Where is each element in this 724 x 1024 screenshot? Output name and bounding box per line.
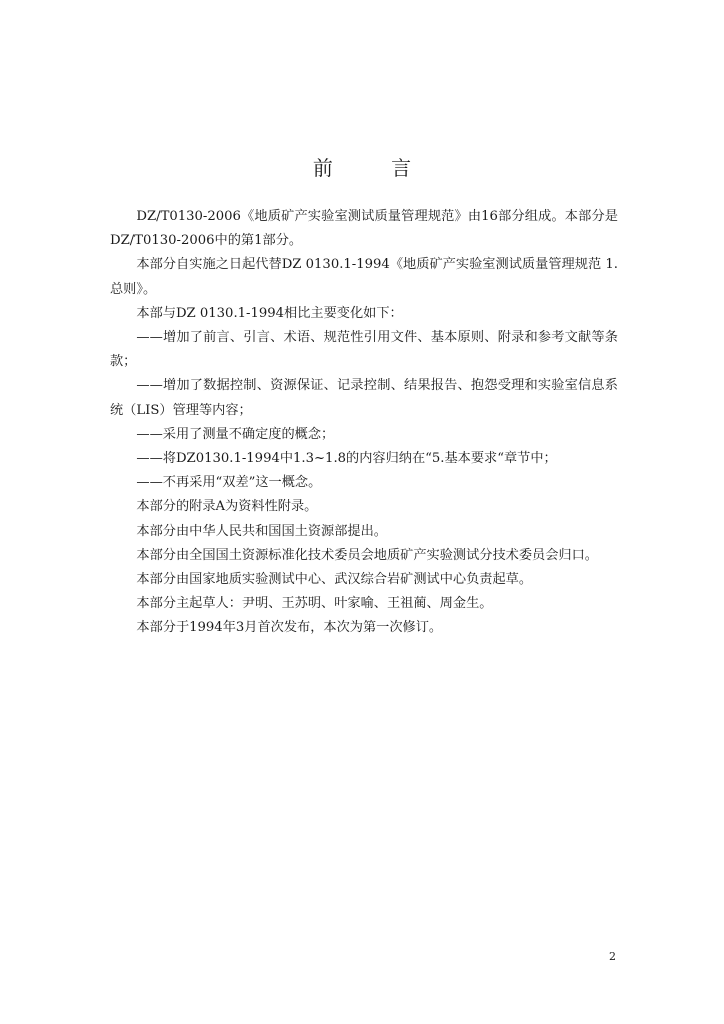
- change-item-merge: ——将DZ0130.1-1994中1.3~1.8的内容归纳在“5.基本要求“章节中；: [136, 451, 557, 467]
- paragraph-proposed-by: 本部分由中华人民共和国国土资源部提出。: [136, 523, 387, 539]
- page-title: 前 言: [312, 156, 438, 180]
- change-item-uncertainty: ——采用了测量不确定度的概念；: [136, 426, 335, 442]
- page-number: 2: [609, 950, 616, 963]
- paragraph-drafters: 本部分主起草人：尹明、王苏明、叶家喻、王祖蔺、周金生。: [136, 596, 493, 612]
- paragraph-centralized-by: 本部分由全国国土资源标准化技术委员会地质矿产实验测试分技术委员会归口。: [136, 547, 598, 563]
- paragraph-replaces: 本部分自实施之日起代替DZ 0130.1-1994《地质矿产实验室测试质量管理规范 1.总则》。: [110, 257, 618, 297]
- paragraph-changes-intro: 本部与DZ 0130.1-1994相比主要变化如下：: [136, 305, 403, 321]
- paragraph-history: 本部分于1994年3月首次发布，本次为第一次修订。: [136, 620, 443, 636]
- paragraph-composition: DZ/T0130-2006《地质矿产实验室测试质量管理规范》由16部分组成。本部分是DZ/T0130-2006中的第1部分。: [110, 209, 618, 249]
- change-item-clauses: ——增加了前言、引言、术语、规范性引用文件、基本原则、附录和参考文献等条款；: [110, 330, 618, 370]
- change-item-content: ——增加了数据控制、资源保证、记录控制、结果报告、抱怨受理和实验室信息系统（LIS）管理等内容；: [110, 378, 618, 418]
- paragraph-appendix: 本部分的附录A为资料性附录。: [136, 499, 318, 515]
- foreword-body: [110, 205, 618, 641]
- change-item-double-diff: ——不再采用“双差”这一概念。: [136, 475, 322, 491]
- paragraph-drafted-by: 本部分由国家地质实验测试中心、武汉综合岩矿测试中心负责起草。: [136, 572, 533, 588]
